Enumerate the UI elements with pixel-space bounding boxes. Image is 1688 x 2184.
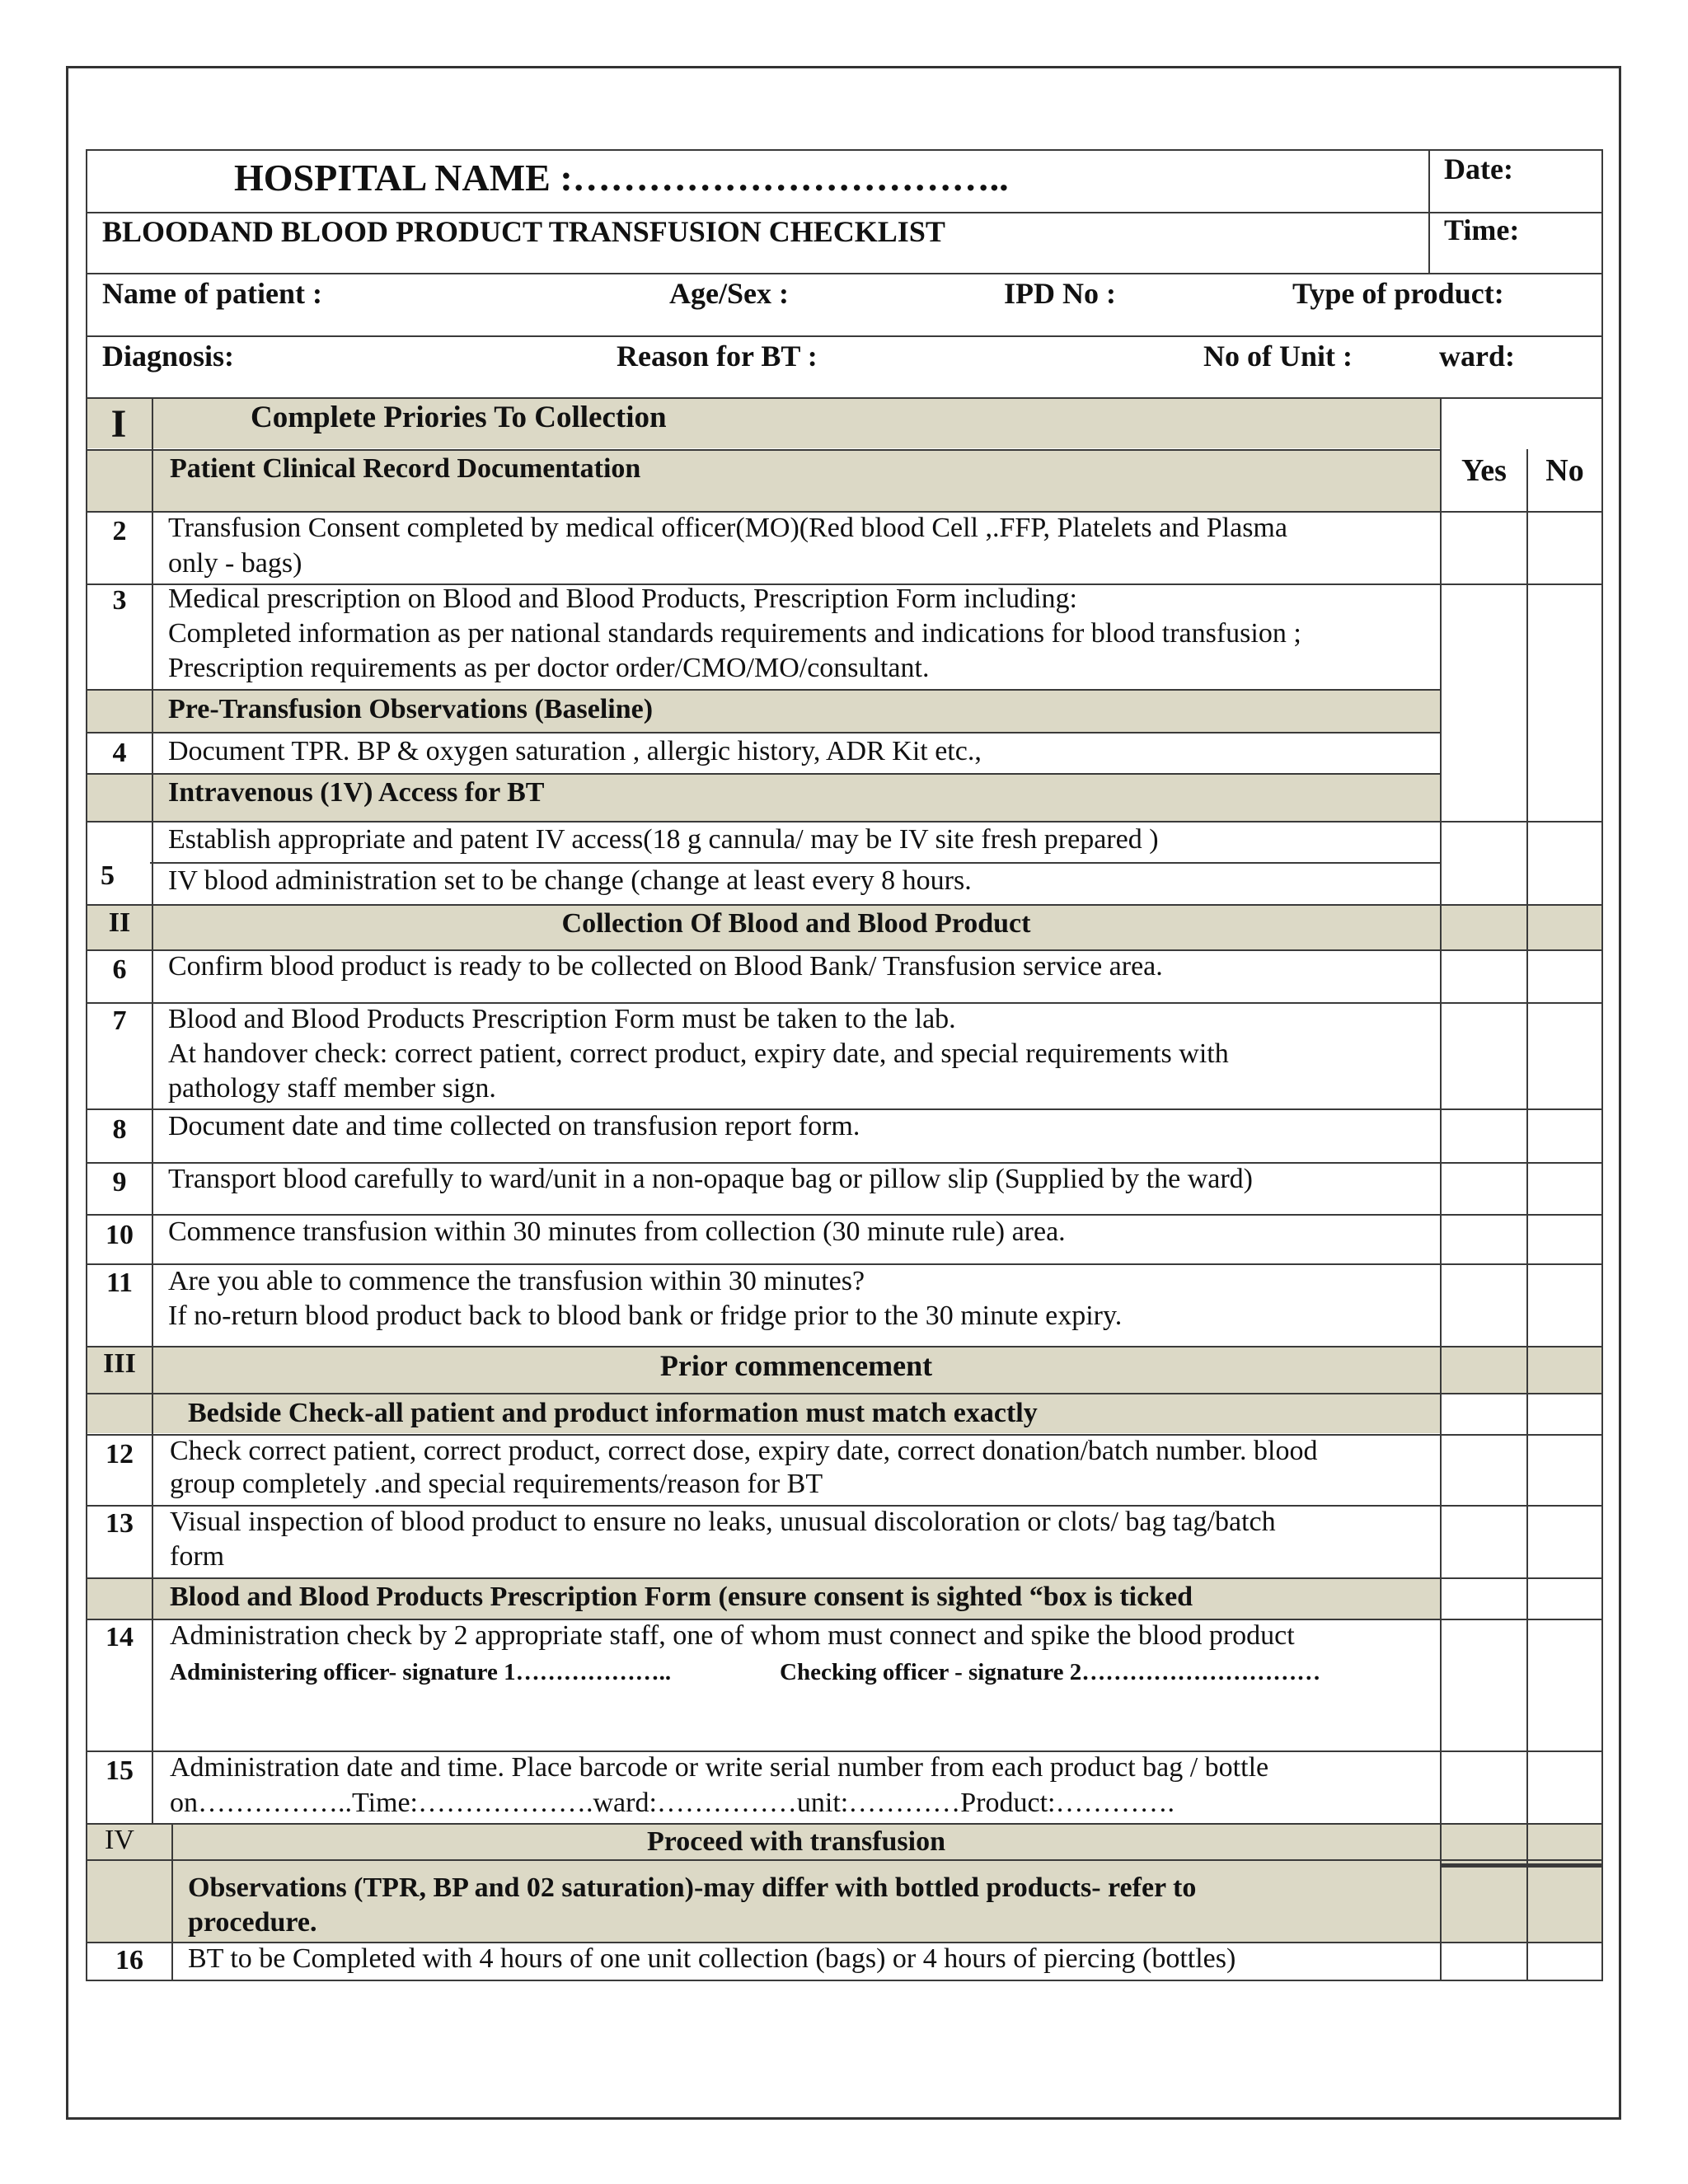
date-label: Date: bbox=[1444, 152, 1513, 185]
item-15-text-line2: on……………..Time:……………….ward:……………unit:…………Product:…………. bbox=[170, 1788, 1175, 1818]
observations-heading-line1: Observations (TPR, BP and 02 saturation)-may differ with bottled products- refer to bbox=[188, 1872, 1197, 1903]
item-9-number: 9 bbox=[112, 1167, 127, 1197]
item-13-text-line1: Visual inspection of blood product to ensure no leaks, unusual discoloration or clots/ bag tag/batch bbox=[170, 1507, 1276, 1537]
clinical-record-heading: Patient Clinical Record Documentation bbox=[170, 453, 641, 484]
pre-transfusion-heading: Pre-Transfusion Observations (Baseline) bbox=[168, 694, 654, 724]
item-11-text-line2: If no-return blood product back to blood bank or fridge prior to the 30 minute expiry. bbox=[168, 1301, 1123, 1331]
diagnosis-label: Diagnosis: bbox=[102, 340, 235, 373]
section-1-roman: I bbox=[110, 402, 127, 446]
item-2-text-line1: Transfusion Consent completed by medical officer(MO)(Red blood Cell ,.FFP, Platelets and Plasma bbox=[168, 513, 1287, 543]
patient-name-label: Name of patient : bbox=[102, 277, 322, 310]
item-3-text-line2: Completed information as per national standards requirements and indications for blood transfusion ; bbox=[168, 618, 1301, 649]
administering-officer-signature: Administering officer- signature 1……………….. bbox=[170, 1659, 672, 1685]
item-5-text-line2: IV blood administration set to be change (change at least every 8 hours. bbox=[168, 865, 972, 896]
item-10-text: Commence transfusion within 30 minutes from collection (30 minute rule) area. bbox=[168, 1216, 1066, 1247]
item-10-number: 10 bbox=[106, 1220, 134, 1250]
item-16-text: BT to be Completed with 4 hours of one unit collection (bags) or 4 hours of piercing (bottles) bbox=[188, 1943, 1236, 1974]
section-4-roman: IV bbox=[105, 1825, 134, 1855]
item-14-number: 14 bbox=[106, 1622, 134, 1652]
observations-heading-line2: procedure. bbox=[188, 1907, 317, 1938]
item-16-number: 16 bbox=[115, 1945, 143, 1975]
item-15-number: 15 bbox=[106, 1755, 134, 1786]
section-2-roman: II bbox=[108, 907, 131, 938]
item-11-text-line1: Are you able to commence the transfusion within 30 minutes? bbox=[168, 1266, 865, 1296]
item-7-number: 7 bbox=[112, 1005, 127, 1036]
ward-label: ward: bbox=[1439, 340, 1515, 373]
product-type-label: Type of product: bbox=[1292, 277, 1504, 310]
item-5-text-line1: Establish appropriate and patent IV access(18 g cannula/ may be IV site fresh prepared ) bbox=[168, 824, 1159, 855]
item-3-text-line3: Prescription requirements as per doctor order/CMO/MO/consultant. bbox=[168, 653, 930, 683]
item-12-number: 12 bbox=[106, 1439, 134, 1469]
age-sex-label: Age/Sex : bbox=[669, 277, 789, 310]
section-4-title: Proceed with transfusion bbox=[646, 1826, 946, 1857]
reason-label: Reason for BT : bbox=[617, 340, 818, 373]
no-column-header: No bbox=[1545, 453, 1584, 488]
iv-access-heading: Intravenous (1V) Access for BT bbox=[168, 777, 545, 808]
item-2-text-line2: only - bags) bbox=[168, 548, 302, 579]
item-14-text: Administration check by 2 appropriate staff, one of whom must connect and spike the blood product bbox=[170, 1620, 1295, 1651]
item-3-text-line1: Medical prescription on Blood and Blood Products, Prescription Form including: bbox=[168, 583, 1077, 614]
item-8-text: Document date and time collected on transfusion report form. bbox=[168, 1111, 860, 1141]
section-1-title: Complete Priories To Collection bbox=[251, 401, 667, 434]
bedside-check-heading: Bedside Check-all patient and product information must match exactly bbox=[188, 1398, 1038, 1428]
yes-column-header: Yes bbox=[1461, 453, 1507, 488]
item-12-text-line1: Check correct patient, correct product, correct dose, expiry date, correct donation/batch number. blood bbox=[170, 1436, 1318, 1466]
item-7-text-line3: pathology staff member sign. bbox=[168, 1073, 496, 1104]
checking-officer-signature: Checking officer - signature 2………………………… bbox=[780, 1659, 1321, 1685]
item-11-number: 11 bbox=[106, 1268, 134, 1298]
checklist-title: BLOODAND BLOOD PRODUCT TRANSFUSION CHECKLIST bbox=[102, 215, 945, 248]
item-6-text: Confirm blood product is ready to be collected on Blood Bank/ Transfusion service area. bbox=[168, 951, 1163, 982]
item-7-text-line2: At handover check: correct patient, correct product, expiry date, and special requirements with bbox=[168, 1038, 1229, 1069]
units-label: No of Unit : bbox=[1203, 340, 1353, 373]
section-2-title: Collection Of Blood and Blood Product bbox=[561, 908, 1031, 939]
item-3-number: 3 bbox=[112, 585, 127, 616]
item-13-text-line2: form bbox=[170, 1541, 225, 1572]
item-5-number: 5 bbox=[101, 860, 115, 891]
item-2-number: 2 bbox=[112, 516, 127, 546]
item-13-number: 13 bbox=[106, 1508, 134, 1539]
hospital-name: HOSPITAL NAME :…………………………….. bbox=[234, 157, 1009, 199]
prescription-form-heading: Blood and Blood Products Prescription Form (ensure consent is sighted “box is ticked bbox=[170, 1582, 1193, 1612]
section-3-title: Prior commencement bbox=[659, 1349, 933, 1382]
item-4-number: 4 bbox=[112, 738, 127, 768]
item-15-text-line1: Administration date and time. Place barcode or write serial number from each product bag / bottle bbox=[170, 1752, 1269, 1783]
item-9-text: Transport blood carefully to ward/unit in a non-opaque bag or pillow slip (Supplied by the ward) bbox=[168, 1164, 1254, 1194]
item-7-text-line1: Blood and Blood Products Prescription Form must be taken to the lab. bbox=[168, 1004, 956, 1034]
time-label: Time: bbox=[1444, 213, 1520, 246]
section-3-roman: III bbox=[103, 1348, 136, 1379]
ipd-no-label: IPD No : bbox=[1004, 277, 1116, 310]
item-6-number: 6 bbox=[112, 954, 127, 985]
item-4-text: Document TPR. BP & oxygen saturation , allergic history, ADR Kit etc., bbox=[168, 736, 982, 766]
item-8-number: 8 bbox=[112, 1114, 127, 1145]
item-12-text-line2: group completely .and special requirements/reason for BT bbox=[170, 1469, 823, 1499]
